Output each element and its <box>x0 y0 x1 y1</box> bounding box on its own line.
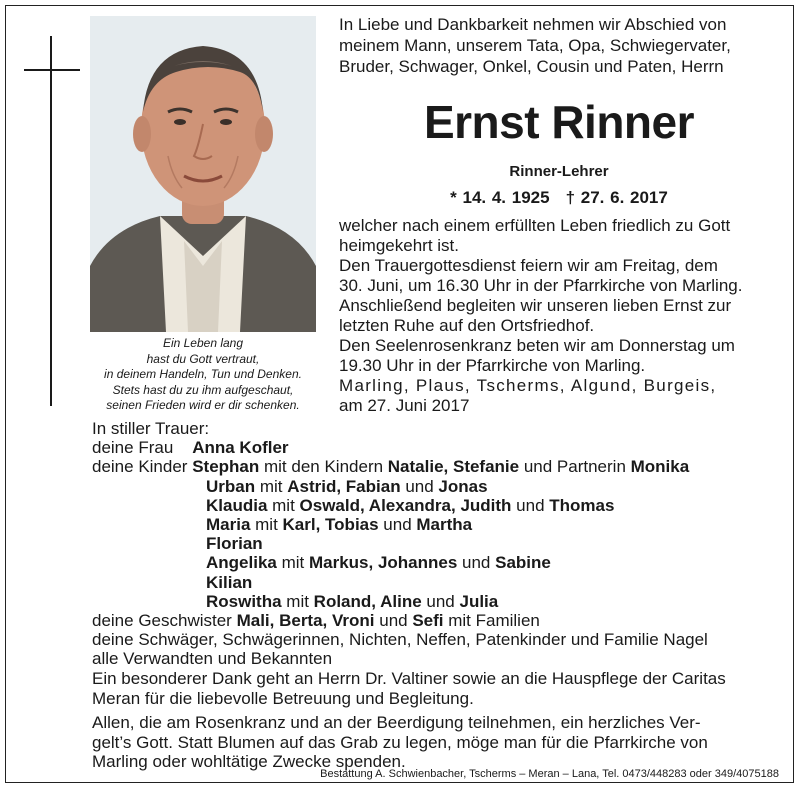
announcement-line: Den Trauergottesdienst feiern wir am Freitag, dem <box>339 256 718 275</box>
intro-line: Bruder, Schwager, Onkel, Cousin und Paten, Herrn <box>339 57 724 76</box>
poem-line: Ein Leben lang <box>162 336 244 350</box>
life-dates <box>339 187 779 209</box>
poem-line: seinen Frieden wird er dir schenken. <box>106 398 300 412</box>
grandchildren-names: Karl, Tobias <box>282 515 379 535</box>
announcement-line: 30. Juni, um 16.30 Uhr in der Pfarrkirche von Marling. <box>339 276 743 295</box>
grandchildren-names: Oswald, Alexandra, Judith <box>299 495 512 515</box>
partner-name: Monika <box>630 457 690 477</box>
mourner-row-florian <box>92 534 792 553</box>
grandchild-name: Thomas <box>549 495 615 515</box>
announcement-line: Den Seelenrosenkranz beten wir am Donnerstag um <box>339 336 735 355</box>
wife-name: Anna Kofler <box>192 438 289 458</box>
mourner-row-siblings <box>92 611 792 630</box>
connector-text: mit <box>267 495 300 515</box>
connector-text: und <box>421 591 460 611</box>
grandchild-name: Julia <box>459 591 499 611</box>
siblings-label: deine Geschwister <box>92 611 237 631</box>
deceased-name: Ernst Rinner <box>423 96 695 148</box>
cross-icon-bar <box>24 69 80 71</box>
poem-line: hast du Gott vertraut, <box>146 351 260 366</box>
mourner-row-stephan <box>92 457 792 476</box>
mourners-list <box>92 419 792 669</box>
connector-text: mit <box>276 553 309 573</box>
children-label: deine Kinder <box>92 457 188 477</box>
child-name: Roswitha <box>206 591 282 611</box>
mourner-row-inlaws: deine Schwäger, Schwägerinnen, Nichten, Neffen, Patenkinder und Familie Nagel <box>92 630 708 650</box>
thanks-line: Meran für die liebevolle Betreuung und Begleitung. <box>92 688 474 708</box>
grandchild-name: Sabine <box>495 553 551 573</box>
child-name: Klaudia <box>206 495 268 515</box>
deceased-nickname: Rinner-Lehrer <box>509 163 609 180</box>
grandchildren-names: Natalie, Stefanie <box>387 457 520 477</box>
closing-line: Allen, die am Rosenkranz und an der Beerdigung teilnehmen, ein herzliches Ver- <box>92 713 701 732</box>
connector-text: und <box>511 495 550 515</box>
announcement-line: letzten Ruhe auf den Ortsfriedhof. <box>339 316 595 335</box>
mourner-row-relatives: alle Verwandten und Bekannten <box>92 649 333 669</box>
announcement <box>339 216 779 416</box>
poem-line: in deinem Handeln, Tun und Denken. <box>104 367 302 381</box>
announcement-line: 19.30 Uhr in der Pfarrkirche von Marling. <box>339 356 646 375</box>
mourner-row-roswitha <box>92 592 792 611</box>
date-line: am 27. Juni 2017 <box>339 396 470 415</box>
connector-text: und <box>457 553 496 573</box>
child-name: Kilian <box>206 572 253 592</box>
mourner-row-kilian <box>92 573 792 592</box>
mourner-row-urban <box>92 477 792 496</box>
connector-text: und <box>400 476 439 496</box>
poem <box>90 336 316 414</box>
poem-line: Stets hast du zu ihm aufgeschaut, <box>112 382 294 397</box>
grandchildren-names: Markus, Johannes <box>308 553 458 573</box>
child-name: Angelika <box>206 553 277 573</box>
closing-line: Marling oder wohltätige Zwecke spenden. <box>92 752 406 771</box>
connector-text: mit Familien <box>443 611 540 631</box>
closing-line: gelt’s Gott. Statt Blumen auf das Grab zu legen, möge man für die Pfarrkirche von <box>92 732 708 752</box>
funeral-home-footer: Bestattung A. Schwienbacher, Tscherms – Meran – Lana, Tel. 0473/448283 oder 349/4075188 <box>320 768 779 780</box>
obituary-card <box>5 5 794 783</box>
grandchildren-names: Astrid, Fabian <box>287 476 401 496</box>
connector-text: mit <box>281 591 314 611</box>
wife-label: deine Frau <box>92 438 174 458</box>
grandchild-name: Jonas <box>438 476 488 496</box>
mourner-row-wife <box>92 438 792 457</box>
intro-line: meinem Mann, unserem Tata, Opa, Schwiegervater, <box>339 36 731 55</box>
cross-icon <box>50 36 52 406</box>
closing-text <box>92 713 792 772</box>
place-line: Marling, Plaus, Tscherms, Algund, Burgeis, <box>339 376 717 395</box>
sibling-name: Sefi <box>412 611 444 631</box>
birth-date: * 14. 4. 1925 <box>450 188 550 207</box>
intro-text <box>339 14 779 77</box>
announcement-line: welcher nach einem erfüllten Leben friedlich zu Gott <box>339 216 731 235</box>
grandchild-name: Martha <box>416 515 473 535</box>
announcement-line: Anschließend begleiten wir unseren lieben Ernst zur <box>339 296 732 315</box>
intro-line: In Liebe und Dankbarkeit nehmen wir Abschied von <box>339 15 727 34</box>
connector-text: mit den Kindern <box>259 457 388 477</box>
mourner-row-angelika <box>92 553 792 572</box>
death-date: † 27. 6. 2017 <box>565 188 668 207</box>
grandchildren-names: Roland, Aline <box>313 591 422 611</box>
portrait-photo <box>90 16 316 332</box>
child-name: Maria <box>206 515 251 535</box>
announcement-line: heimgekehrt ist. <box>339 236 459 255</box>
thanks-text <box>92 669 792 708</box>
connector-text: und <box>378 515 417 535</box>
mourner-row-klaudia <box>92 496 792 515</box>
connector-text: und Partnerin <box>519 457 631 477</box>
child-name: Florian <box>206 534 263 554</box>
connector-text: mit <box>255 476 288 496</box>
siblings-names: Mali, Berta, Vroni <box>236 611 375 631</box>
mourner-row-maria <box>92 515 792 534</box>
connector-text: und <box>374 611 413 631</box>
connector-text: mit <box>250 515 283 535</box>
child-name: Urban <box>206 476 256 496</box>
thanks-line: Ein besonderer Dank geht an Herrn Dr. Valtiner sowie an die Hauspflege der Caritas <box>92 669 726 688</box>
mourners-heading: In stiller Trauer: <box>92 419 210 438</box>
child-name: Stephan <box>192 457 260 477</box>
